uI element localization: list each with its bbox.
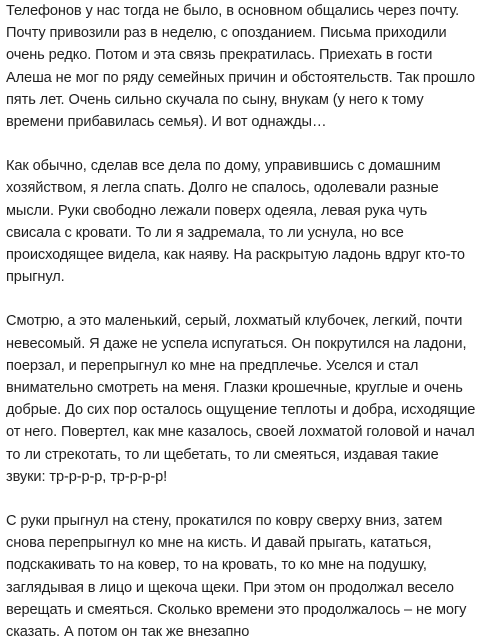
paragraph-3: Смотрю, а это маленький, серый, лохматый клубочек, легкий, почти невесомый. Я даже не успела испугаться. Он покрутился на ладони, поерзал, и перепрыгнул ко мне на предплечье. Уселся и стал внимательно смотреть на меня. Глазки крошечные, круглые и очень добрые. До сих пор осталось ощущение теплоты и добра, исходящие от него. Повертел, как мне казалось, своей лохматой головой и начал то ли стрекотать, то ли щебетать, то ли смеяться, издавая такие звуки: тр-р-р-р, тр-р-р-р! bbox=[6, 313, 476, 485]
paragraph-2: Как обычно, сделав все дела по дому, управившись с домашним хозяйством, я легла спать. Долго не спалось, одолевали разные мысли. Руки свободно лежали поверх одеяла, левая рука чуть свисала с кровати. То ли я задремала, то ли уснула, но все происходящее видела, как наяву. На раскрытую ладонь вдруг кто-то прыгнул. bbox=[6, 158, 465, 286]
paragraph-1: Телефонов у нас тогда не было, в основном общались через почту. Почту привозили раз в неделю, с опозданием. Письма приходили очень редко. Потом и эта связь прекратилась. Приехать в гости Алеша не мог по ряду семейных причин и обстоятельств. Так прошло пять лет. Очень сильно скучала по сыну, внукам (у него к тому времени прибавилась семья). И вот однажды… bbox=[6, 3, 475, 131]
paragraph-4: С руки прыгнул на стену, прокатился по ковру сверху вниз, затем снова перепрыгнул ко мне на кисть. И давай прыгать, кататься, подскакивать то на ковер, то на кровать, то ко мне на подушку, заглядывая в лицо и щекоча щеки. При этом он продолжал весело верещать и смеяться. Сколько времени это продолжалось – не могу сказать. А потом он так же внезапно bbox=[6, 513, 467, 641]
